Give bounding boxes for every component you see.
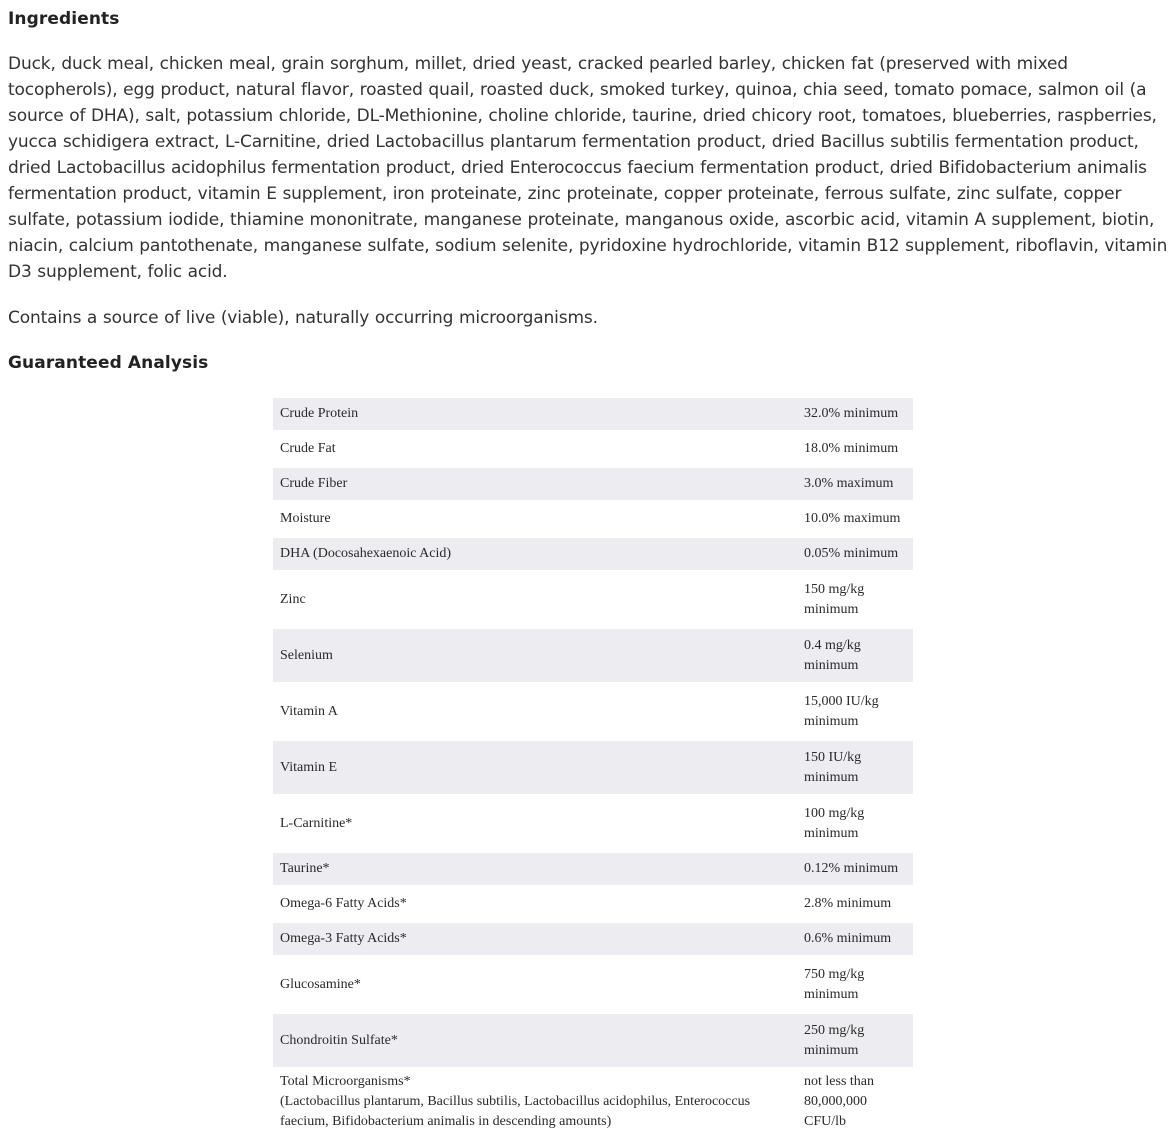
nutrient-name: Omega-6 Fatty Acids* [273, 887, 786, 922]
nutrient-name: Omega-3 Fatty Acids* [273, 922, 786, 957]
nutrient-name-cell [273, 1069, 786, 1135]
nutrient-value: 10.0% maximum [786, 502, 913, 537]
nutrient-name: Taurine* [273, 852, 786, 887]
nutrient-value: 0.4 mg/kg minimum [786, 628, 913, 684]
table-row [273, 502, 913, 537]
nutrient-name: Vitamin A [273, 684, 786, 740]
nutrient-value: 18.0% minimum [786, 432, 913, 467]
table-row [273, 398, 913, 432]
ingredients-heading: Ingredients [8, 9, 120, 29]
nutrient-name: Moisture [273, 502, 786, 537]
table-row [273, 684, 913, 740]
table-row [273, 628, 913, 684]
table-row [273, 740, 913, 796]
probiotic-note: Contains a source of live (viable), naturally occurring microorganisms. [8, 308, 598, 328]
table-row [273, 572, 913, 628]
nutrient-value: 250 mg/kg minimum [786, 1013, 913, 1069]
nutrient-name: Total Microorganisms* [280, 1074, 411, 1089]
nutrient-value: 150 mg/kg minimum [786, 572, 913, 628]
nutrient-name: L-Carnitine* [273, 796, 786, 852]
nutrient-value: 3.0% maximum [786, 467, 913, 502]
nutrient-value: not less than 80,000,000 CFU/lb [786, 1069, 913, 1135]
ingredients-list: Duck, duck meal, chicken meal, grain sorghum, millet, dried yeast, cracked pearled barley, chicken fat (preserved with mixed tocopherols), egg product, natural flavor, roasted quail, roasted duck, smoked turkey, quinoa, chia seed, tomato pomace, salmon oil (a source of DHA), salt, potassium chloride, DL-Methionine, choline chloride, taurine, dried chicory root, tomatoes, blueberries, raspberries, yucca schidigera extract, L-Carnitine, dried Lactobacillus plantarum fermentation product, dried Bacillus subtilis fermentation product, dried Lactobacillus acidophilus fermentation product, dried Enterococcus faecium fermentation product, dried Bifidobacterium animalis fermentation product, vitamin E supplement, iron proteinate, zinc proteinate, copper proteinate, ferrous sulfate, zinc sulfate, copper sulfate, potassium iodide, thiamine mononitrate, manganese proteinate, manganous oxide, ascorbic acid, vitamin A supplement, biotin, niacin, calcium pantothenate, manganese sulfate, sodium selenite, pyridoxine hydrochloride, vitamin B12 supplement, riboflavin, vitamin D3 supplement, folic acid. [8, 54, 1168, 282]
nutrient-name: Selenium [273, 628, 786, 684]
nutrient-name: DHA (Docosahexaenoic Acid) [273, 537, 786, 572]
nutrient-value: 750 mg/kg minimum [786, 957, 913, 1013]
table-row [273, 887, 913, 922]
nutrient-value: 32.0% minimum [786, 398, 913, 432]
nutrient-name: Crude Fiber [273, 467, 786, 502]
table-row [273, 852, 913, 887]
table-row [273, 922, 913, 957]
nutrient-value: 0.6% minimum [786, 922, 913, 957]
table-row [273, 432, 913, 467]
nutrient-value: 100 mg/kg minimum [786, 796, 913, 852]
table-row [273, 957, 913, 1013]
guaranteed-analysis-table [273, 398, 913, 1134]
table-row [273, 1069, 913, 1135]
nutrient-detail: (Lactobacillus plantarum, Bacillus subtilis, Lactobacillus acidophilus, Enterococcus faecium, Bifidobacterium animalis in descending amounts) [280, 1094, 751, 1129]
nutrient-value: 150 IU/kg minimum [786, 740, 913, 796]
table-row [273, 537, 913, 572]
nutrient-name: Chondroitin Sulfate* [273, 1013, 786, 1069]
table-row [273, 1013, 913, 1069]
table-row [273, 796, 913, 852]
nutrient-name: Glucosamine* [273, 957, 786, 1013]
nutrient-name: Vitamin E [273, 740, 786, 796]
nutrient-value: 15,000 IU/kg minimum [786, 684, 913, 740]
nutrient-value: 2.8% minimum [786, 887, 913, 922]
table-row [273, 467, 913, 502]
nutrient-value: 0.05% minimum [786, 537, 913, 572]
nutrient-name: Crude Fat [273, 432, 786, 467]
guaranteed-analysis-heading: Guaranteed Analysis [8, 353, 209, 373]
nutrient-name: Crude Protein [273, 398, 786, 432]
nutrient-value: 0.12% minimum [786, 852, 913, 887]
nutrient-name: Zinc [273, 572, 786, 628]
product-details [8, 0, 1168, 375]
